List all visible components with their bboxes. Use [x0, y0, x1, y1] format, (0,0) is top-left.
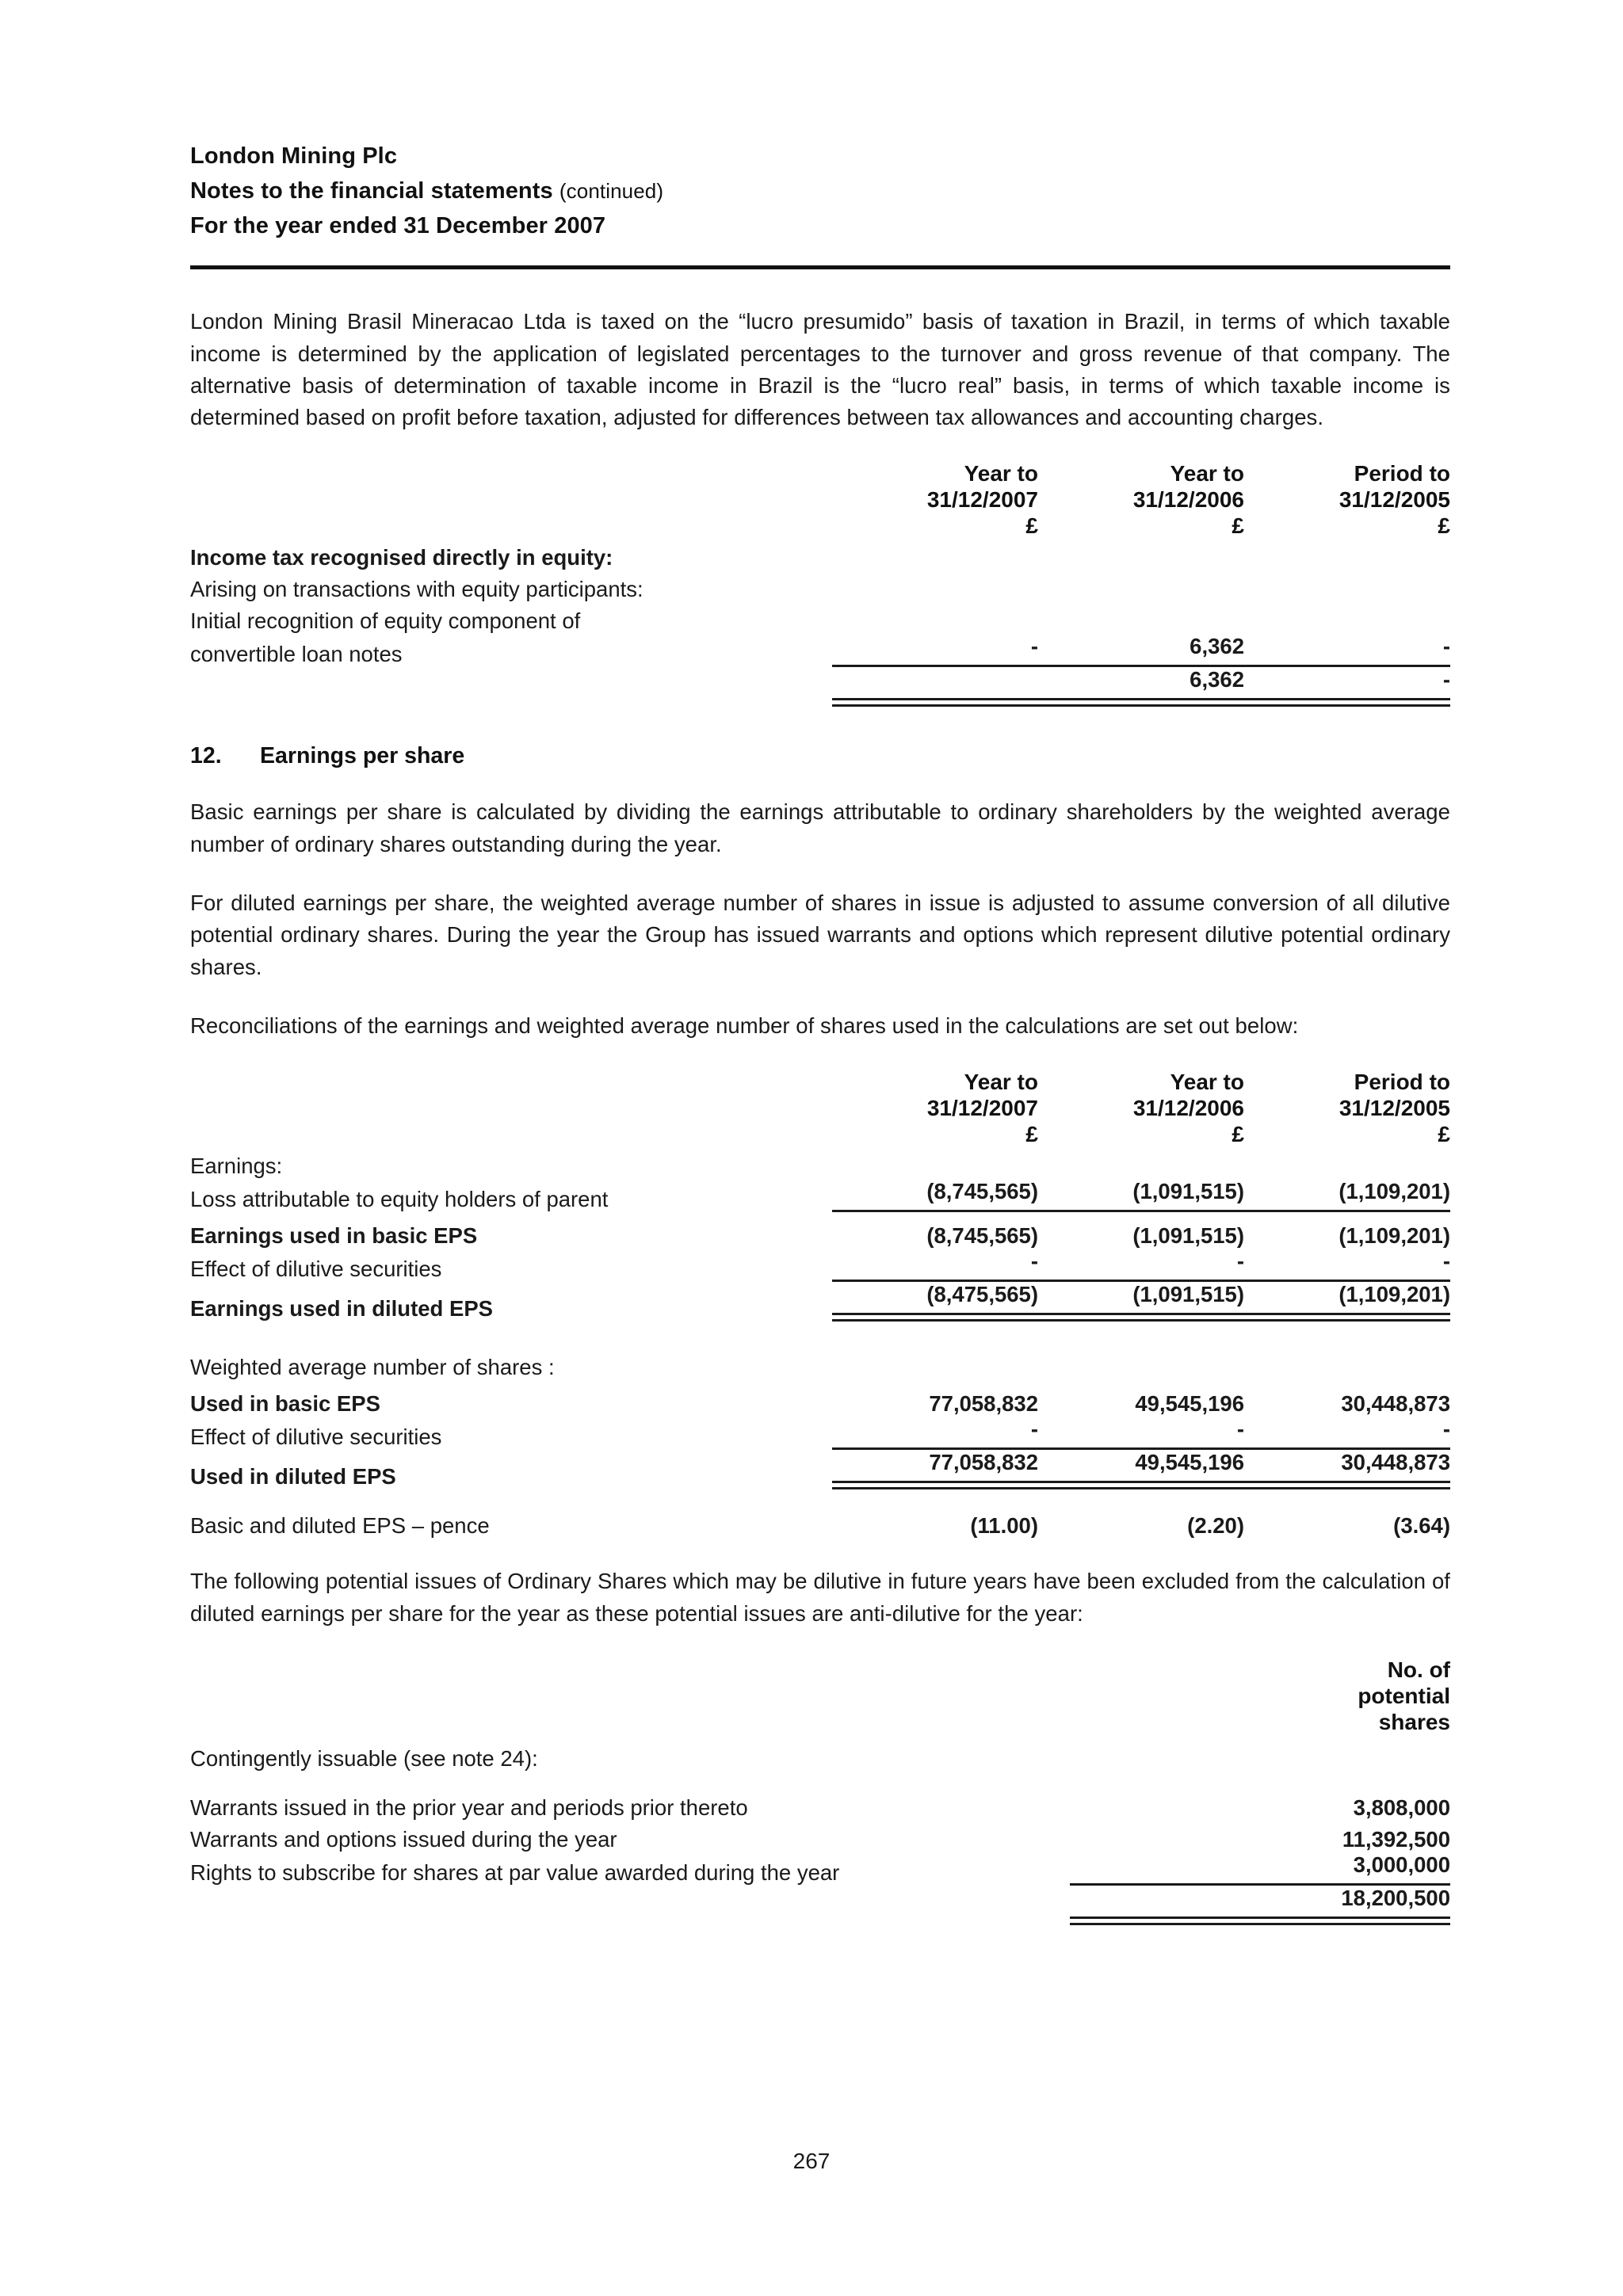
- cell-double-underline: [832, 698, 1038, 707]
- cell-value: (1,109,201): [1338, 1223, 1450, 1249]
- table-row: [190, 1380, 1450, 1417]
- column-header-2006: Year to 31/12/2006 £: [1132, 1070, 1244, 1147]
- convertible-notes-label-line1: Initial recognition of equity component of: [190, 608, 581, 634]
- cell-value: (1,091,515): [1038, 1282, 1244, 1322]
- note-12-paragraph-1: Basic earnings per share is calculated by dividing the earnings attributable to ordinary shareholders by the weighted average number of ordinary shares outstanding during the year.: [190, 799, 1450, 856]
- cell-double-underline: [1244, 1313, 1450, 1322]
- intro-paragraph: London Mining Brasil Mineracao Ltda is taxed on the “lucro presumido” basis of taxation in Brazil, in terms of which taxable income is determined by the application of legislated percentages to the turnover and gross revenue of that company. The alternative basis of determination of taxable income in Brazil is the “lucro real” basis, in terms of which taxable income is determined based on profit before taxation, adjusted for differences between tax allowances and accounting charges.: [190, 309, 1450, 430]
- spacer-row: [190, 1322, 1450, 1348]
- cell-value: -: [832, 1249, 1038, 1282]
- note-12-paragraph-4: The following potential issues of Ordinary Shares which may be dilutive in future years have been excluded from the calculation of diluted earnings per share for the year as these potential issues are anti-dilutive for the year:: [190, 1569, 1450, 1626]
- row-label: Effect of dilutive securities: [190, 1257, 442, 1282]
- cell-value: 49,545,196: [1038, 1450, 1244, 1489]
- notes-title: Notes to the financial statements: [190, 178, 553, 204]
- cell-value: 11,392,500: [1342, 1826, 1450, 1852]
- period-line: For the year ended 31 December 2007: [190, 213, 606, 239]
- total-value: -: [1244, 667, 1450, 707]
- cell-value: -: [1038, 1249, 1244, 1282]
- contingently-issuable-caption: Contingently issuable (see note 24):: [190, 1745, 538, 1771]
- note-12-paragraph-2: For diluted earnings per share, the weighted average number of shares in issue is adjusted to assume conversion of all dilutive potential ordinary shares. During the year the Group has issued warrants and options which represent dilutive potential ordinary shares.: [190, 891, 1450, 979]
- column-header-2007: Year to 31/12/2007 £: [926, 1070, 1038, 1147]
- cell-value: -: [1244, 634, 1450, 667]
- cell-value: 77,058,832: [929, 1391, 1038, 1417]
- cell-double-underline: [1244, 1481, 1450, 1489]
- table-row: [190, 602, 1450, 634]
- total-value: [832, 667, 1038, 707]
- convertible-notes-label-line2: convertible loan notes: [190, 642, 403, 667]
- company-name: London Mining Plc: [190, 143, 398, 169]
- column-header-2006: Year to 31/12/2006 £: [1132, 461, 1244, 539]
- column-header-potential-shares: No. of potential shares: [1358, 1657, 1450, 1734]
- note-12-paragraph-3: Reconciliations of the earnings and weighted average number of shares used in the calculations are set out below:: [190, 1013, 1299, 1038]
- cell-value: (8,745,565): [832, 1179, 1038, 1212]
- cell-value: (3.64): [1393, 1513, 1450, 1539]
- antidilutive-shares-table: [190, 1657, 1450, 1925]
- spacer-row: [190, 1772, 1450, 1789]
- shares-caption: Weighted average number of shares :: [190, 1355, 555, 1380]
- column-header-2005: Period to 31/12/2005 £: [1338, 461, 1450, 539]
- cell-value: 30,448,873: [1244, 1450, 1450, 1489]
- cell-value: -: [832, 634, 1038, 667]
- cell-double-underline: [1070, 1917, 1450, 1925]
- note-title: Earnings per share: [260, 743, 465, 769]
- table-row: [190, 1249, 1450, 1282]
- row-label: Earnings used in diluted EPS: [190, 1296, 494, 1322]
- cell-value: 3,000,000: [1070, 1852, 1450, 1886]
- cell-value: (1,109,201): [1244, 1179, 1450, 1212]
- total-value: 6,362: [1038, 667, 1244, 707]
- earnings-caption: Earnings:: [190, 1154, 283, 1179]
- table-total-row: [190, 667, 1450, 707]
- equity-participants-subheading: Arising on transactions with equity participants:: [190, 577, 643, 602]
- table-row: [190, 1735, 1450, 1772]
- row-label: Rights to subscribe for shares at par value awarded during the year: [190, 1859, 840, 1885]
- table-header-row: [190, 460, 1450, 539]
- cell-value: (1,091,515): [1038, 1179, 1244, 1212]
- cell-value: (1,091,515): [1132, 1223, 1244, 1249]
- row-label: Effect of dilutive securities: [190, 1425, 442, 1450]
- row-label: Earnings used in basic EPS: [190, 1223, 478, 1249]
- cell-value: -: [832, 1417, 1038, 1450]
- cell-value: (1,109,201): [1244, 1282, 1450, 1322]
- cell-value: -: [1244, 1249, 1450, 1282]
- cell-value: (11.00): [970, 1513, 1038, 1539]
- row-label: Used in diluted EPS: [190, 1464, 396, 1489]
- notes-continued: (continued): [559, 179, 664, 204]
- row-label: Basic and diluted EPS – pence: [190, 1513, 490, 1539]
- table-row: [190, 1852, 1450, 1886]
- cell-double-underline: [832, 1481, 1038, 1489]
- row-label: Loss attributable to equity holders of parent: [190, 1187, 609, 1212]
- eps-reconciliation-table: [190, 1069, 1450, 1539]
- table-row: [190, 1179, 1450, 1212]
- page-header: [190, 139, 1450, 243]
- cell-value: (8,475,565): [832, 1282, 1038, 1322]
- cell-value: -: [1244, 1417, 1450, 1450]
- cell-value: (2.20): [1187, 1513, 1244, 1539]
- row-label: Used in basic EPS: [190, 1391, 380, 1417]
- column-header-2007: Year to 31/12/2007 £: [926, 461, 1038, 539]
- notes-title-line: [190, 174, 1450, 208]
- cell-double-underline: [1038, 1313, 1244, 1322]
- table-row: [190, 1507, 1450, 1539]
- row-label: Warrants and options issued during the year: [190, 1826, 617, 1852]
- table-row: [190, 1417, 1450, 1450]
- total-value: 18,200,500: [1070, 1886, 1450, 1925]
- cell-value: 6,362: [1038, 634, 1244, 667]
- income-tax-equity-heading: Income tax recognised directly in equity:: [190, 545, 613, 570]
- cell-value: 3,808,000: [1353, 1794, 1450, 1820]
- note-12-heading: [190, 743, 1450, 769]
- cell-value: 30,448,873: [1341, 1391, 1450, 1417]
- table-row: [190, 1212, 1450, 1249]
- note-number: 12.: [190, 743, 222, 769]
- cell-double-underline: [832, 1313, 1038, 1322]
- cell-value: 49,545,196: [1135, 1391, 1244, 1417]
- cell-value: -: [1038, 1417, 1244, 1450]
- table-row: [190, 1147, 1450, 1179]
- table-total-row: [190, 1886, 1450, 1925]
- table-row: [190, 1282, 1450, 1322]
- income-tax-equity-table: [190, 460, 1450, 707]
- cell-double-underline: [1038, 698, 1244, 707]
- cell-value: 77,058,832: [832, 1450, 1038, 1489]
- column-header-2005: Period to 31/12/2005 £: [1338, 1070, 1450, 1147]
- table-row: [190, 1789, 1450, 1821]
- table-header-row: [190, 1657, 1450, 1735]
- spacer-row: [190, 1489, 1450, 1507]
- table-row: [190, 570, 1450, 602]
- row-label: Warrants issued in the prior year and periods prior thereto: [190, 1794, 748, 1820]
- cell-value: (8,745,565): [926, 1223, 1038, 1249]
- table-header-row: [190, 1069, 1450, 1147]
- page-number: 267: [792, 2149, 831, 2173]
- table-row: [190, 1348, 1450, 1380]
- cell-double-underline: [1244, 698, 1450, 707]
- table-row: [190, 634, 1450, 667]
- table-row: [190, 539, 1450, 570]
- cell-double-underline: [1038, 1481, 1244, 1489]
- table-row: [190, 1821, 1450, 1852]
- table-row: [190, 1450, 1450, 1489]
